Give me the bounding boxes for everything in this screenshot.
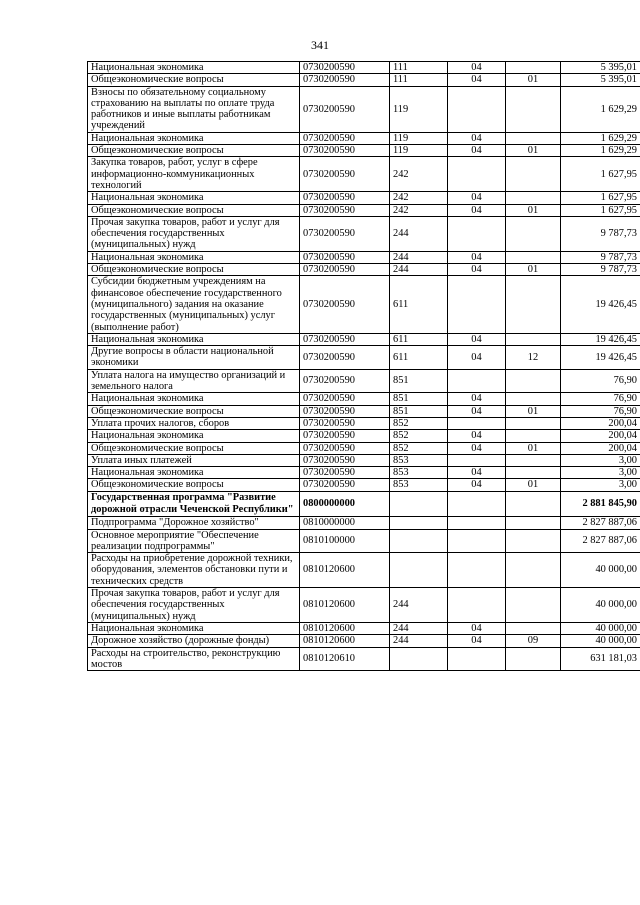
cell-subsection: [506, 454, 561, 466]
cell-target-code: 0730200590: [300, 393, 390, 405]
cell-section: [448, 517, 506, 529]
table-row: [88, 62, 640, 74]
cell-amount: 9 787,73: [561, 264, 640, 276]
cell-section: [448, 86, 506, 132]
cell-amount: 631 181,03: [561, 647, 640, 671]
cell-name: Национальная экономика: [88, 333, 300, 345]
table-row: [88, 204, 640, 216]
cell-amount: 1 629,29: [561, 145, 640, 157]
cell-name: Национальная экономика: [88, 467, 300, 479]
cell-section: 04: [448, 62, 506, 74]
cell-amount: 40 000,00: [561, 588, 640, 623]
cell-subsection: 01: [506, 145, 561, 157]
cell-amount: 76,90: [561, 405, 640, 417]
cell-subsection: [506, 192, 561, 204]
cell-target-code: 0730200590: [300, 145, 390, 157]
page-number: 341: [311, 38, 329, 52]
cell-target-code: 0730200590: [300, 192, 390, 204]
table-row: [88, 264, 640, 276]
cell-subsection: [506, 86, 561, 132]
cell-subsection: [506, 553, 561, 588]
table-row: [88, 86, 640, 132]
cell-expense-type: [390, 529, 448, 553]
cell-amount: 200,04: [561, 417, 640, 429]
cell-name: Уплата налога на имущество организаций и земельного налога: [88, 369, 300, 393]
cell-section: [448, 216, 506, 251]
cell-target-code: 0730200590: [300, 251, 390, 263]
cell-name: Расходы на приобретение дорожной техники, оборудования, элементов обстановки пути и технических средств: [88, 553, 300, 588]
cell-expense-type: 244: [390, 251, 448, 263]
cell-target-code: 0730200590: [300, 454, 390, 466]
cell-name: Общеэкономические вопросы: [88, 74, 300, 86]
cell-subsection: [506, 588, 561, 623]
cell-name: Взносы по обязательному социальному страхованию на выплаты по оплате труда работников и иные выплаты работникам учреждений: [88, 86, 300, 132]
cell-section: 04: [448, 479, 506, 491]
cell-name: Общеэкономические вопросы: [88, 145, 300, 157]
cell-amount: 40 000,00: [561, 635, 640, 647]
cell-amount: 76,90: [561, 369, 640, 393]
cell-target-code: 0730200590: [300, 467, 390, 479]
cell-amount: 19 426,45: [561, 276, 640, 333]
cell-subsection: [506, 333, 561, 345]
cell-expense-type: 242: [390, 192, 448, 204]
cell-expense-type: [390, 553, 448, 588]
cell-subsection: [506, 491, 561, 517]
cell-target-code: 0730200590: [300, 86, 390, 132]
cell-target-code: 0730200590: [300, 264, 390, 276]
cell-subsection: [506, 430, 561, 442]
cell-name: Закупка товаров, работ, услуг в сфере информационно-коммуникационных технологий: [88, 157, 300, 192]
cell-amount: 2 827 887,06: [561, 529, 640, 553]
table-row: [88, 132, 640, 144]
cell-expense-type: 852: [390, 442, 448, 454]
cell-section: [448, 647, 506, 671]
cell-target-code: 0730200590: [300, 369, 390, 393]
cell-section: [448, 276, 506, 333]
cell-section: 04: [448, 264, 506, 276]
cell-amount: 2 827 887,06: [561, 517, 640, 529]
budget-table: [87, 61, 640, 671]
cell-target-code: 0730200590: [300, 216, 390, 251]
table-row: [88, 529, 640, 553]
cell-subsection: [506, 467, 561, 479]
cell-section: [448, 157, 506, 192]
cell-section: 04: [448, 132, 506, 144]
cell-section: 04: [448, 430, 506, 442]
cell-expense-type: 853: [390, 467, 448, 479]
table-row: [88, 405, 640, 417]
cell-target-code: 0730200590: [300, 417, 390, 429]
cell-subsection: 01: [506, 264, 561, 276]
cell-expense-type: 851: [390, 369, 448, 393]
cell-subsection: [506, 216, 561, 251]
cell-section: 04: [448, 467, 506, 479]
cell-expense-type: [390, 517, 448, 529]
cell-target-code: 0730200590: [300, 157, 390, 192]
cell-amount: 1 627,95: [561, 192, 640, 204]
table-row: [88, 479, 640, 491]
cell-target-code: 0730200590: [300, 132, 390, 144]
cell-name: Национальная экономика: [88, 192, 300, 204]
cell-amount: 5 395,01: [561, 62, 640, 74]
cell-name: Общеэкономические вопросы: [88, 405, 300, 417]
cell-target-code: 0800000000: [300, 491, 390, 517]
cell-subsection: 12: [506, 346, 561, 370]
table-row: [88, 430, 640, 442]
cell-subsection: [506, 157, 561, 192]
table-row: [88, 346, 640, 370]
budget-table-body: [88, 62, 640, 671]
cell-subsection: [506, 369, 561, 393]
cell-section: 04: [448, 192, 506, 204]
table-row: [88, 74, 640, 86]
cell-target-code: 0810000000: [300, 517, 390, 529]
cell-subsection: [506, 276, 561, 333]
cell-name: Расходы на строительство, реконструкцию мостов: [88, 647, 300, 671]
cell-name: Общеэкономические вопросы: [88, 479, 300, 491]
cell-section: 04: [448, 393, 506, 405]
cell-amount: 40 000,00: [561, 622, 640, 634]
table-row: [88, 417, 640, 429]
cell-target-code: 0730200590: [300, 430, 390, 442]
cell-target-code: 0730200590: [300, 204, 390, 216]
cell-subsection: [506, 417, 561, 429]
cell-expense-type: [390, 647, 448, 671]
cell-name: Национальная экономика: [88, 393, 300, 405]
table-row: [88, 333, 640, 345]
cell-expense-type: 244: [390, 264, 448, 276]
cell-amount: 1 627,95: [561, 204, 640, 216]
cell-target-code: 0730200590: [300, 62, 390, 74]
cell-section: 04: [448, 635, 506, 647]
cell-section: [448, 553, 506, 588]
cell-amount: 1 627,95: [561, 157, 640, 192]
table-row: [88, 216, 640, 251]
cell-amount: 40 000,00: [561, 553, 640, 588]
cell-expense-type: 853: [390, 479, 448, 491]
cell-expense-type: 851: [390, 393, 448, 405]
cell-section: [448, 588, 506, 623]
cell-target-code: 0730200590: [300, 333, 390, 345]
cell-expense-type: 244: [390, 588, 448, 623]
cell-expense-type: 242: [390, 157, 448, 192]
cell-subsection: [506, 393, 561, 405]
cell-section: [448, 417, 506, 429]
table-row: [88, 251, 640, 263]
cell-section: 04: [448, 333, 506, 345]
table-row: [88, 393, 640, 405]
cell-name: Общеэкономические вопросы: [88, 264, 300, 276]
table-row: [88, 467, 640, 479]
cell-expense-type: [390, 491, 448, 517]
cell-name: Подпрограмма "Дорожное хозяйство": [88, 517, 300, 529]
cell-expense-type: 244: [390, 216, 448, 251]
cell-section: [448, 529, 506, 553]
cell-name: Прочая закупка товаров, работ и услуг для обеспечения государственных (муниципальных) нужд: [88, 216, 300, 251]
cell-expense-type: 853: [390, 454, 448, 466]
cell-expense-type: 242: [390, 204, 448, 216]
table-row: [88, 192, 640, 204]
table-row: [88, 553, 640, 588]
cell-expense-type: 244: [390, 622, 448, 634]
cell-section: 04: [448, 622, 506, 634]
cell-target-code: 0810100000: [300, 529, 390, 553]
table-row: [88, 491, 640, 517]
cell-section: 04: [448, 74, 506, 86]
table-row: [88, 517, 640, 529]
cell-target-code: 0730200590: [300, 479, 390, 491]
cell-section: 04: [448, 204, 506, 216]
cell-subsection: 01: [506, 405, 561, 417]
cell-name: Национальная экономика: [88, 430, 300, 442]
cell-amount: 9 787,73: [561, 251, 640, 263]
cell-expense-type: 852: [390, 417, 448, 429]
cell-target-code: 0730200590: [300, 346, 390, 370]
cell-amount: 1 629,29: [561, 86, 640, 132]
cell-amount: 76,90: [561, 393, 640, 405]
cell-expense-type: 611: [390, 276, 448, 333]
cell-amount: 3,00: [561, 467, 640, 479]
cell-name: Общеэкономические вопросы: [88, 442, 300, 454]
cell-name: Национальная экономика: [88, 132, 300, 144]
table-row: [88, 635, 640, 647]
cell-subsection: [506, 529, 561, 553]
cell-name: Основное мероприятие "Обеспечение реализации подпрограммы": [88, 529, 300, 553]
cell-amount: 200,04: [561, 442, 640, 454]
cell-target-code: 0730200590: [300, 405, 390, 417]
cell-subsection: [506, 251, 561, 263]
cell-target-code: 0730200590: [300, 276, 390, 333]
cell-subsection: [506, 622, 561, 634]
table-row: [88, 622, 640, 634]
cell-amount: 200,04: [561, 430, 640, 442]
cell-target-code: 0810120600: [300, 553, 390, 588]
cell-subsection: [506, 517, 561, 529]
cell-name: Дорожное хозяйство (дорожные фонды): [88, 635, 300, 647]
table-row: [88, 588, 640, 623]
table-row: [88, 145, 640, 157]
cell-expense-type: 851: [390, 405, 448, 417]
cell-subsection: 09: [506, 635, 561, 647]
cell-section: 04: [448, 442, 506, 454]
cell-expense-type: 119: [390, 132, 448, 144]
cell-section: 04: [448, 251, 506, 263]
cell-expense-type: 611: [390, 333, 448, 345]
cell-subsection: [506, 62, 561, 74]
cell-amount: 19 426,45: [561, 346, 640, 370]
cell-amount: 9 787,73: [561, 216, 640, 251]
cell-expense-type: 244: [390, 635, 448, 647]
cell-amount: 3,00: [561, 454, 640, 466]
cell-name: Государственная программа "Развитие дорожной отрасли Чеченской Республики": [88, 491, 300, 517]
cell-section: [448, 454, 506, 466]
cell-subsection: 01: [506, 442, 561, 454]
cell-section: [448, 491, 506, 517]
cell-name: Субсидии бюджетным учреждениям на финансовое обеспечение государственного (муниципального) задания на оказание государственных (муниципальных) услуг (выполнение работ): [88, 276, 300, 333]
cell-amount: 19 426,45: [561, 333, 640, 345]
cell-target-code: 0810120600: [300, 588, 390, 623]
cell-target-code: 0730200590: [300, 442, 390, 454]
cell-subsection: [506, 647, 561, 671]
table-row: [88, 647, 640, 671]
cell-section: 04: [448, 405, 506, 417]
cell-subsection: 01: [506, 479, 561, 491]
cell-section: 04: [448, 346, 506, 370]
cell-target-code: 0810120600: [300, 622, 390, 634]
cell-amount: 3,00: [561, 479, 640, 491]
cell-section: [448, 369, 506, 393]
table-row: [88, 157, 640, 192]
cell-amount: 2 881 845,90: [561, 491, 640, 517]
cell-target-code: 0810120610: [300, 647, 390, 671]
cell-name: Национальная экономика: [88, 62, 300, 74]
cell-amount: 5 395,01: [561, 74, 640, 86]
cell-subsection: [506, 132, 561, 144]
cell-name: Национальная экономика: [88, 251, 300, 263]
cell-expense-type: 611: [390, 346, 448, 370]
table-row: [88, 442, 640, 454]
cell-target-code: 0730200590: [300, 74, 390, 86]
table-row: [88, 369, 640, 393]
cell-subsection: 01: [506, 204, 561, 216]
cell-amount: 1 629,29: [561, 132, 640, 144]
cell-expense-type: 852: [390, 430, 448, 442]
cell-expense-type: 111: [390, 62, 448, 74]
table-row: [88, 276, 640, 333]
cell-target-code: 0810120600: [300, 635, 390, 647]
cell-expense-type: 119: [390, 145, 448, 157]
cell-section: 04: [448, 145, 506, 157]
cell-subsection: 01: [506, 74, 561, 86]
cell-name: Национальная экономика: [88, 622, 300, 634]
cell-name: Общеэкономические вопросы: [88, 204, 300, 216]
cell-name: Другие вопросы в области национальной экономики: [88, 346, 300, 370]
table-row: [88, 454, 640, 466]
cell-name: Уплата иных платежей: [88, 454, 300, 466]
cell-name: Уплата прочих налогов, сборов: [88, 417, 300, 429]
cell-expense-type: 119: [390, 86, 448, 132]
cell-name: Прочая закупка товаров, работ и услуг для обеспечения государственных (муниципальных) нужд: [88, 588, 300, 623]
cell-expense-type: 111: [390, 74, 448, 86]
